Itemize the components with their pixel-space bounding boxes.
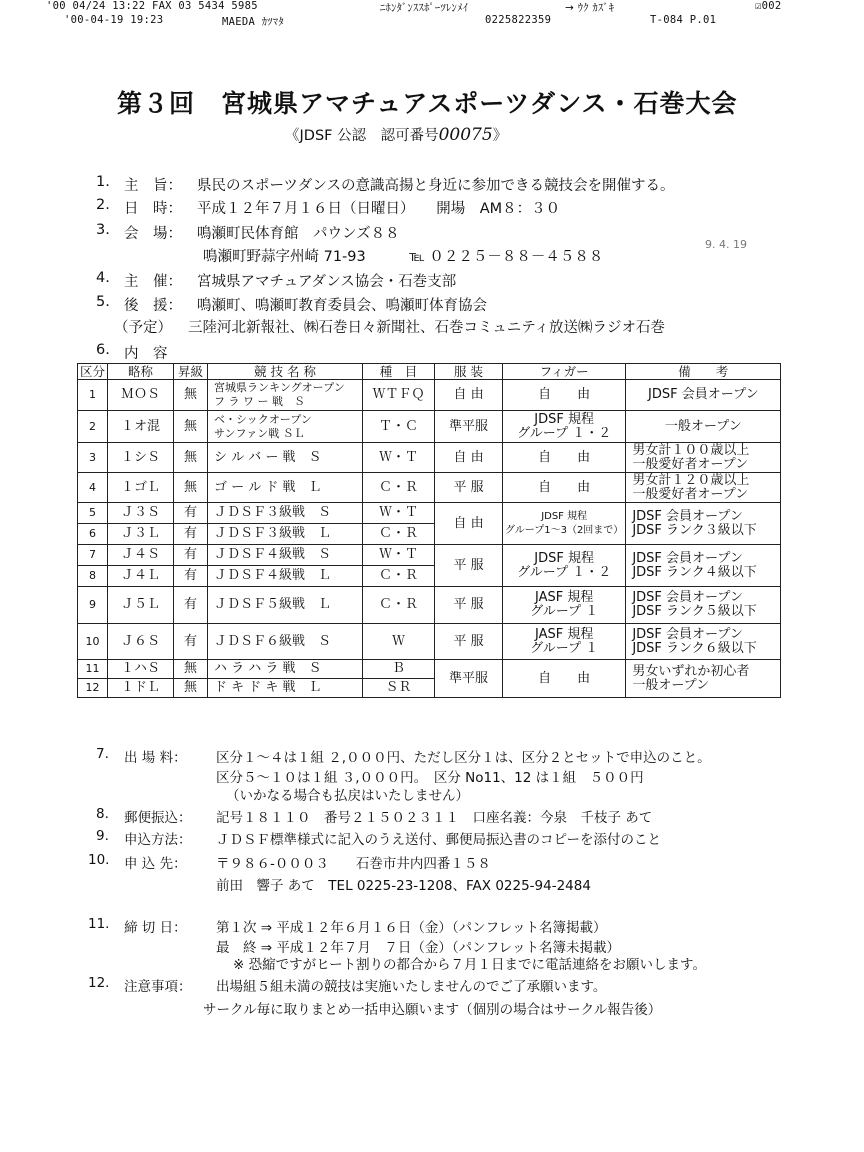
item-text: サークル毎に取りまとめ一括申込願います（個別の場合はサークル報告後）	[203, 1002, 662, 1018]
column-header: 種 目	[363, 364, 435, 380]
row-number: 2	[78, 411, 108, 443]
row-figure: 自 由	[503, 380, 626, 411]
item-text: 鳴瀬町、鳴瀬町教育委員会、鳴瀬町体育協会	[197, 298, 487, 314]
item-text: 三陸河北新報社、㈱石巻日々新聞社、石巻コミュニティ放送㈱ラジオ石巻	[188, 320, 666, 336]
table-row	[78, 380, 781, 411]
column-header: 服 装	[435, 364, 503, 380]
competition-table	[77, 363, 781, 698]
row-abbreviation: １オ混	[108, 411, 174, 443]
row-number: 3	[78, 443, 108, 473]
item-text: 出場組５組未満の競技は実施いたしませんのでご了承願います。	[216, 979, 607, 995]
table-row	[78, 411, 781, 443]
item-number: 7.	[96, 746, 109, 762]
table-row	[78, 624, 781, 660]
row-number: 10	[78, 624, 108, 660]
row-event: ＳＲ	[363, 679, 435, 698]
row-number: 9	[78, 587, 108, 624]
row-competition-name: ゴ ー ル ド 戦 Ｌ	[208, 473, 363, 503]
row-figure: JASF 規程 グループ １	[503, 624, 626, 660]
item-text: 最 終 ⇒ 平成１２年７月 ７日（金）（パンフレット名簿未掲載）	[216, 940, 620, 956]
row-number: 11	[78, 660, 108, 679]
subtitle-prefix: 《JDSF 公認 認可番号	[285, 128, 439, 144]
row-event: Ｃ・Ｒ	[363, 566, 435, 587]
item-text: 宮城県アマチュアダンス協会・石巻支部	[197, 274, 457, 290]
row-dress: 平 服	[435, 473, 503, 503]
item-number: 12.	[88, 975, 110, 991]
item-label: 出 場 料：	[124, 750, 187, 766]
row-promotion: 有	[174, 503, 208, 524]
subtitle	[285, 124, 507, 145]
row-figure: 自 由	[503, 473, 626, 503]
row-competition-name: 宮城県ランキングオープン フ ラ ワ ー 戦 Ｓ	[208, 380, 363, 411]
row-abbreviation: １ハＳ	[108, 660, 174, 679]
item-text: 〒９８６-０００３ 石巻市井内四番１５８	[216, 856, 491, 872]
row-figure: JASF 規程 グループ １	[503, 587, 626, 624]
row-event: Ｗ・Ｔ	[363, 503, 435, 524]
row-dress: 準平服	[435, 660, 503, 698]
table-row	[78, 503, 781, 524]
row-abbreviation: ＭＯＳ	[108, 380, 174, 411]
row-event: Ｗ	[363, 624, 435, 660]
item-label: 締 切 日：	[124, 920, 187, 936]
row-dress: 平 服	[435, 624, 503, 660]
row-abbreviation: Ｊ４Ｓ	[108, 545, 174, 566]
row-promotion: 有	[174, 524, 208, 545]
item-text: ※ 恐縮ですがヒート割りの都合から７月１日までに電話連絡をお願いします。	[233, 957, 706, 973]
item-number: 4.	[96, 270, 110, 286]
row-number: 8	[78, 566, 108, 587]
item-number: 2.	[96, 197, 110, 213]
item-text: 鳴瀬町民体育館 パウンズ８８	[197, 226, 400, 242]
row-competition-name: ＪＤＳＦ３級戦 Ｌ	[208, 524, 363, 545]
item-label: 申込方法：	[124, 832, 192, 848]
item-text: 記号１８１１０ 番号２１５０２３１１ 口座名義：今泉 千枝子 あて	[216, 810, 653, 826]
row-competition-name: ＪＤＳＦ６級戦 Ｓ	[208, 624, 363, 660]
row-promotion: 有	[174, 587, 208, 624]
row-dress: 自 由	[435, 503, 503, 545]
item-number: 11.	[88, 916, 110, 932]
fax-header-line2-number: 0225822359	[485, 14, 552, 26]
row-figure: JDSF 規程 グループ １・２	[503, 411, 626, 443]
row-promotion: 有	[174, 624, 208, 660]
fax-header-recipient: → ｳｸ ｶｽﾞｷ	[565, 2, 615, 14]
row-note: 男女計１２０歳以上 一般愛好者オープン	[626, 473, 781, 503]
fax-header-line2-right: T-084 P.01	[650, 14, 717, 26]
row-note: JDSF 会員オープン	[626, 380, 781, 411]
row-abbreviation: Ｊ５Ｌ	[108, 587, 174, 624]
item-text: 鳴瀬町野蒜字州崎 71-93 ℡ ０２２５－８８－４５８８	[203, 249, 604, 265]
item-text: 区分１～４は１組 ２,０００円、ただし区分１は、区分２とセットで申込のこと。	[216, 750, 711, 766]
fax-header-page-mark: ☑002	[755, 0, 782, 12]
row-figure: JDSF 規程 グループ １・２	[503, 545, 626, 587]
row-promotion: 有	[174, 545, 208, 566]
row-abbreviation: １ドＬ	[108, 679, 174, 698]
table-row	[78, 443, 781, 473]
item-text: 区分５～１０は１組 ３,０００円。 区分 No11、12 は１組 ５００円	[216, 770, 644, 786]
column-header: 備 考	[626, 364, 781, 380]
row-competition-name: ＪＤＳＦ４級戦 Ｌ	[208, 566, 363, 587]
fax-header-sender: ﾆﾎﾝﾀﾞﾝｽｽﾎﾟｰﾂﾚﾝﾒｲ	[380, 2, 469, 14]
row-abbreviation: １ゴＬ	[108, 473, 174, 503]
row-dress: 平 服	[435, 587, 503, 624]
item-number: 1.	[96, 174, 110, 190]
row-event: Ｃ・Ｒ	[363, 473, 435, 503]
item-text: 第１次 ⇒ 平成１２年６月１６日（金）（パンフレット名簿掲載）	[216, 920, 607, 936]
column-header: 昇級	[174, 364, 208, 380]
row-note: JDSF 会員オープン JDSF ランク３級以下	[626, 503, 781, 545]
table-row	[78, 660, 781, 679]
item-text: 平成１２年７月１６日（日曜日） 開場 AM８：３０	[197, 201, 561, 217]
item-label: 注意事項：	[124, 979, 192, 995]
row-competition-name: シ ル バ ー 戦 Ｓ	[208, 443, 363, 473]
row-event: ＷＴＦＱ	[363, 380, 435, 411]
item-label: 日 時：	[124, 201, 182, 217]
row-number: 5	[78, 503, 108, 524]
margin-note: 9. 4. 19	[705, 238, 747, 251]
row-figure: 自 由	[503, 660, 626, 698]
row-note: JDSF 会員オープン JDSF ランク５級以下	[626, 587, 781, 624]
row-number: 1	[78, 380, 108, 411]
column-header: 略称	[108, 364, 174, 380]
row-note: JDSF 会員オープン JDSF ランク６級以下	[626, 624, 781, 660]
item-text: （いかなる場合も払戻はいたしません）	[226, 788, 469, 804]
item-text: 県民のスポーツダンスの意識高揚と身近に参加できる競技会を開催する。	[197, 178, 675, 194]
row-abbreviation: １シＳ	[108, 443, 174, 473]
item-label: 内 容	[124, 346, 168, 362]
row-dress: 準平服	[435, 411, 503, 443]
row-number: 6	[78, 524, 108, 545]
row-promotion: 無	[174, 443, 208, 473]
row-competition-name: ハ ラ ハ ラ 戦 Ｓ	[208, 660, 363, 679]
item-number: 9.	[96, 828, 109, 844]
column-header: 競 技 名 称	[208, 364, 363, 380]
item-number: 3.	[96, 222, 110, 238]
row-promotion: 無	[174, 679, 208, 698]
row-dress: 自 由	[435, 380, 503, 411]
row-promotion: 無	[174, 473, 208, 503]
row-event: Ｃ・Ｒ	[363, 587, 435, 624]
table-row	[78, 473, 781, 503]
column-header: 区分	[78, 364, 108, 380]
row-note: 男女いずれか初心者 一般オープン	[626, 660, 781, 698]
row-competition-name: ベ・シックオープン サンファン戦 ＳＬ	[208, 411, 363, 443]
row-promotion: 有	[174, 566, 208, 587]
handwritten-approval-number: 00075	[438, 125, 493, 145]
row-abbreviation: Ｊ４Ｌ	[108, 566, 174, 587]
row-abbreviation: Ｊ３Ｌ	[108, 524, 174, 545]
item-text: ＪＤＳＦ標準様式に記入のうえ送付、郵便局振込書のコピーを添付のこと	[216, 832, 661, 848]
row-competition-name: ド キ ド キ 戦 Ｌ	[208, 679, 363, 698]
item-number: 6.	[96, 342, 110, 358]
row-note: 一般オープン	[626, 411, 781, 443]
row-number: 4	[78, 473, 108, 503]
row-competition-name: ＪＤＳＦ４級戦 Ｓ	[208, 545, 363, 566]
subtitle-suffix: 》	[492, 128, 508, 144]
row-dress: 自 由	[435, 443, 503, 473]
row-competition-name: ＪＤＳＦ３級戦 Ｓ	[208, 503, 363, 524]
row-figure: 自 由	[503, 443, 626, 473]
item-label: （予定）	[114, 320, 172, 336]
fax-header-line2-left: '00-04-19 19:23	[64, 14, 164, 26]
table-row	[78, 545, 781, 566]
document-title: 第３回 宮城県アマチュアスポーツダンス・石巻大会	[117, 89, 738, 118]
item-label: 申 込 先：	[124, 856, 187, 872]
item-label: 会 場：	[124, 226, 182, 242]
row-promotion: 無	[174, 380, 208, 411]
row-figure: JDSF 規程 グループ1～3（2回まで）	[503, 503, 626, 545]
column-header: フィガー	[503, 364, 626, 380]
item-label: 後 援：	[124, 298, 182, 314]
row-number: 12	[78, 679, 108, 698]
table-header-row	[78, 364, 781, 380]
row-note: 男女計１００歳以上 一般愛好者オープン	[626, 443, 781, 473]
row-event: Ｃ・Ｒ	[363, 524, 435, 545]
row-event: Ｗ・Ｔ	[363, 545, 435, 566]
row-promotion: 無	[174, 411, 208, 443]
row-abbreviation: Ｊ３Ｓ	[108, 503, 174, 524]
item-text: 前田 響子 あて TEL 0225-23-1208、FAX 0225-94-2484	[216, 878, 591, 894]
row-event: Ｔ・Ｃ	[363, 411, 435, 443]
item-number: 5.	[96, 294, 110, 310]
row-event: Ｗ・Ｔ	[363, 443, 435, 473]
item-label: 主 旨：	[124, 178, 182, 194]
row-competition-name: ＪＤＳＦ５級戦 Ｌ	[208, 587, 363, 624]
item-label: 郵便振込：	[124, 810, 192, 826]
item-number: 8.	[96, 806, 109, 822]
row-promotion: 無	[174, 660, 208, 679]
row-dress: 平 服	[435, 545, 503, 587]
table-row	[78, 587, 781, 624]
fax-header-line2-name: MAEDA ｶﾂﾏﾀ	[222, 16, 284, 28]
item-number: 10.	[88, 852, 110, 868]
row-note: JDSF 会員オープン JDSF ランク４級以下	[626, 545, 781, 587]
fax-header-line1-left: '00 04/24 13:22 FAX 03 5434 5985	[46, 0, 258, 12]
row-number: 7	[78, 545, 108, 566]
row-abbreviation: Ｊ６Ｓ	[108, 624, 174, 660]
row-event: Ｂ	[363, 660, 435, 679]
item-label: 主 催：	[124, 274, 182, 290]
